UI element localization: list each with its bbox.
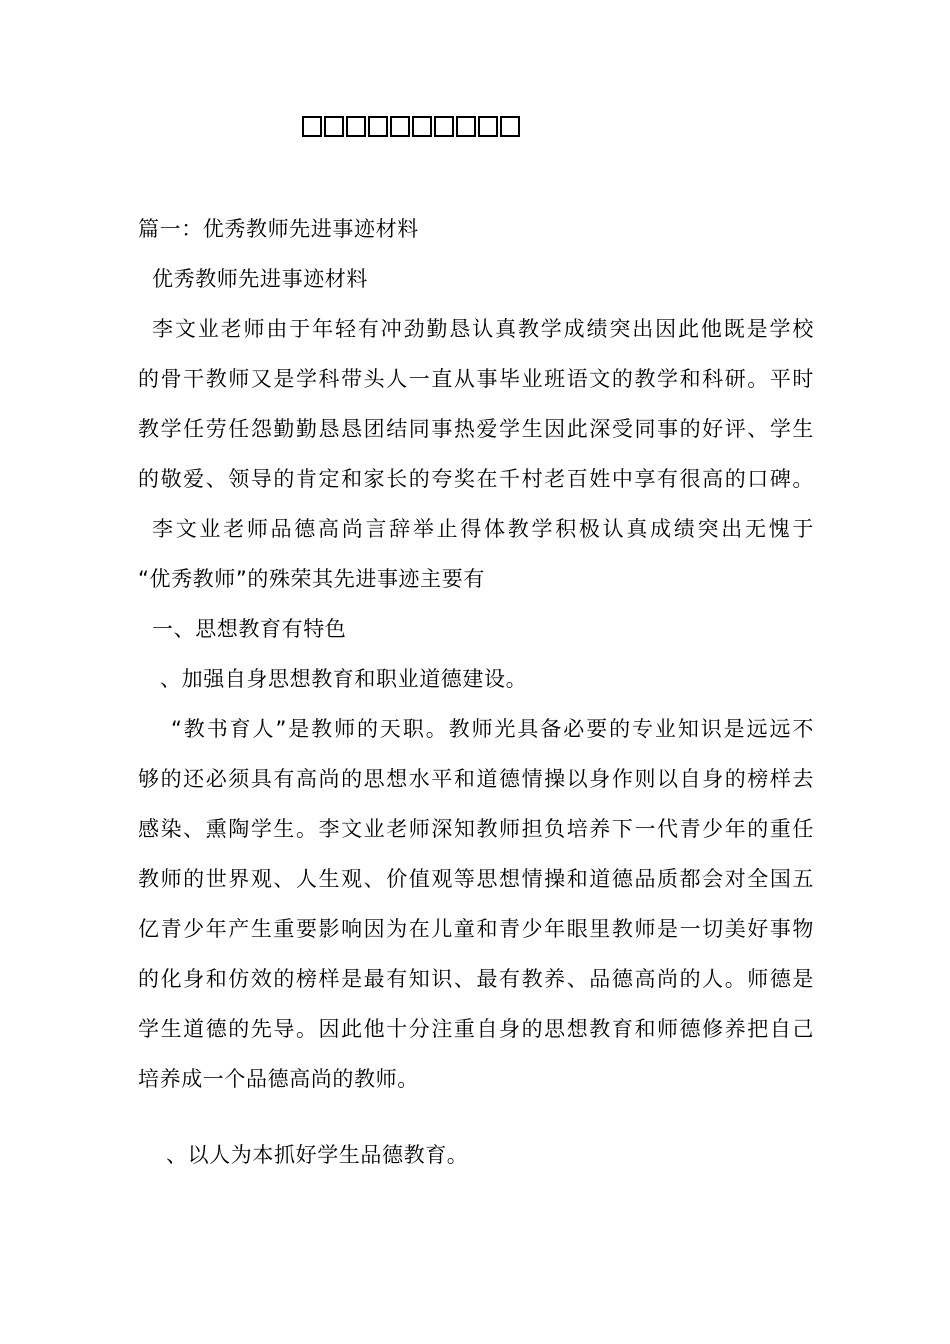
paragraph-line: 学生道德的先导。因此他十分注重自身的思想教育和师德修养把自己 bbox=[138, 1017, 814, 1041]
sub-heading-one: 、加强自身思想教育和职业道德建设。 bbox=[160, 667, 528, 691]
missing-glyph-box bbox=[324, 116, 344, 137]
paragraph-line: 李文业老师由于年轻有冲劲勤恳认真教学成绩突出因此他既是学校 bbox=[152, 317, 814, 341]
paragraph-line: 培养成一个品德高尚的教师。 bbox=[138, 1067, 419, 1091]
missing-glyph-box bbox=[500, 116, 520, 137]
paragraph-line: 李文业老师品德高尚言辞举止得体教学积极认真成绩突出无愧于 bbox=[152, 517, 814, 541]
missing-glyph-box bbox=[456, 116, 476, 137]
paragraph-line: 的化身和仿效的榜样是最有知识、最有教养、品德高尚的人。师德是 bbox=[138, 967, 814, 991]
paragraph-line: “教书育人”是教师的天职。教师光具备必要的专业知识是远远不 bbox=[171, 717, 814, 741]
missing-glyph-box bbox=[390, 116, 410, 137]
missing-glyph-box bbox=[302, 116, 322, 137]
section-heading: 篇一：优秀教师先进事迹材料 bbox=[138, 217, 419, 241]
missing-glyph-box bbox=[478, 116, 498, 137]
paragraph-line: 感染、熏陶学生。李文业老师深知教师担负培养下一代青少年的重任 bbox=[138, 817, 814, 841]
paragraph-line: 亿青少年产生重要影响因为在儿童和青少年眼里教师是一切美好事物 bbox=[138, 917, 814, 941]
missing-glyph-box bbox=[412, 116, 432, 137]
paragraph-line: “优秀教师”的殊荣其先进事迹主要有 bbox=[138, 567, 485, 591]
missing-glyph-box bbox=[368, 116, 388, 137]
paragraph-line: 教学任劳任怨勤勤恳恳团结同事热爱学生因此深受同事的好评、学生 bbox=[138, 417, 814, 441]
paragraph-line: 的敬爱、领导的肯定和家长的夸奖在千村老百姓中享有很高的口碑。 bbox=[138, 467, 814, 491]
sub-heading-two: 、以人为本抓好学生品德教育。 bbox=[166, 1143, 469, 1167]
missing-glyph-box bbox=[434, 116, 454, 137]
paragraph-line: 教师的世界观、人生观、价值观等思想情操和道德品质都会对全国五 bbox=[138, 867, 814, 891]
paragraph-line: 的骨干教师又是学科带头人一直从事毕业班语文的教学和科研。平时 bbox=[138, 367, 814, 391]
paragraph-line: 够的还必须具有高尚的思想水平和道德情操以身作则以自身的榜样去 bbox=[138, 767, 814, 791]
subtitle: 优秀教师先进事迹材料 bbox=[152, 267, 368, 291]
document-title-missing-glyphs bbox=[302, 116, 520, 137]
heading-one: 一、思想教育有特色 bbox=[152, 617, 347, 641]
missing-glyph-box bbox=[346, 116, 366, 137]
